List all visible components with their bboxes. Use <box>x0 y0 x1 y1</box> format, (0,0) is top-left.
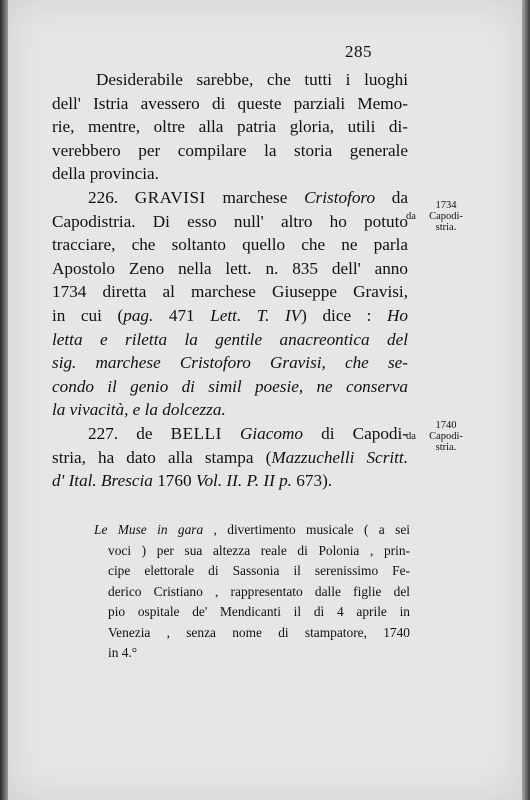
footnote-line <box>94 520 410 541</box>
entry-prefix: de <box>136 423 153 443</box>
body-line: rie, mentre, oltre alla patria gloria, utili di- <box>52 117 408 137</box>
body-line: della provincia. <box>52 164 159 184</box>
margin-year: 1734 <box>435 200 457 211</box>
entry-number: 226. <box>88 187 119 207</box>
quote-line: la vivacità, e la dolcezza. <box>52 400 226 420</box>
margin-year: 1740 <box>435 420 457 431</box>
footnote-line: in 4.° <box>108 645 138 660</box>
footnote-title: Le Muse in gara <box>94 522 204 537</box>
margin-da: da <box>406 211 416 222</box>
book-edge-right <box>522 0 530 800</box>
citation-page: 673). <box>291 471 333 491</box>
body-line: Apostolo Zeno nella lett. n. 835 dell' anno <box>52 258 408 278</box>
entry-surname: GRAVISI <box>134 187 206 207</box>
footnote-text: , divertimento musicale ( a sei <box>213 522 410 537</box>
entry-226-heading <box>52 186 408 210</box>
entry-surname: BELLI <box>170 423 222 443</box>
book-page <box>8 0 522 800</box>
ref-page-label: pag. <box>123 305 154 325</box>
line-start: stria, ha dato alla stampa ( <box>52 447 272 467</box>
page-number: 285 <box>345 42 372 61</box>
citation-volume: Vol. II. P. II p. <box>195 471 292 491</box>
footnote-line: Venezia , senza nome di stampatore, 1740 <box>108 624 410 640</box>
entry-given-name: Giacomo <box>239 423 303 443</box>
entry-number: 227. <box>88 423 119 443</box>
entry-after-name: di Capodi- <box>321 423 409 443</box>
footnote-line: pio ospitale de' Mendicanti il dì 4 aprile in <box>108 604 410 619</box>
ref-suffix: ) dice : <box>301 305 372 325</box>
ref-page-number: 471 <box>153 305 211 325</box>
body-line: verebbero per compilare la storia generale <box>52 140 408 160</box>
ref-letter: Lett. T. IV <box>210 305 302 325</box>
margin-da: da <box>406 431 416 442</box>
margin-note <box>406 200 466 233</box>
body-text <box>52 68 408 493</box>
entry-given-name: Cristoforo <box>304 187 376 207</box>
quote-line: letta e riletta la gentile anacreontica del <box>52 329 408 349</box>
body-line <box>52 469 408 493</box>
entry-after-name: da <box>391 187 409 207</box>
citation-year: 1760 <box>152 471 196 491</box>
margin-place: Capodi- <box>429 431 463 442</box>
reference-line <box>52 304 408 328</box>
margin-note <box>406 420 466 453</box>
body-line <box>52 446 408 470</box>
citation-author: Mazzuchelli Scritt. <box>271 447 409 467</box>
quote-start: Ho <box>386 305 408 325</box>
body-line: dell' Istria avessero di queste parziali Memo- <box>52 93 408 113</box>
body-line: Capodistria. Di esso null' altro ho potuto <box>52 211 408 231</box>
body-line: 1734 diretta al marchese Giuseppe Gravisi, <box>52 282 408 302</box>
citation-title: d' Ital. Brescia <box>52 471 153 491</box>
ref-prefix: in cui ( <box>52 305 124 325</box>
footnote-line: derico Cristiano , rappresentato dalle figlie del <box>108 583 410 599</box>
margin-place: stria. <box>435 222 457 233</box>
entry-title-text: marchese <box>222 187 288 207</box>
body-line: Desiderabile sarebbe, che tutti i luoghi <box>96 70 408 89</box>
footnote-line: cipe elettorale di Sassonia il serenissimo Fe- <box>108 563 410 578</box>
entry-227-heading <box>52 422 408 446</box>
book-edge-left <box>0 0 8 800</box>
quote-line: sig. marchese Cristoforo Gravisi, che se- <box>52 353 408 373</box>
body-line: tracciare, che soltanto quello che ne parla <box>52 235 408 255</box>
footnote <box>94 520 410 664</box>
footnote-line: voci ) per sua altezza reale di Polonia , prin- <box>108 542 410 558</box>
quote-line: condo il genio di simil poesie, ne conserva <box>52 376 408 396</box>
margin-place: stria. <box>435 442 457 453</box>
margin-place: Capodi- <box>429 211 463 222</box>
